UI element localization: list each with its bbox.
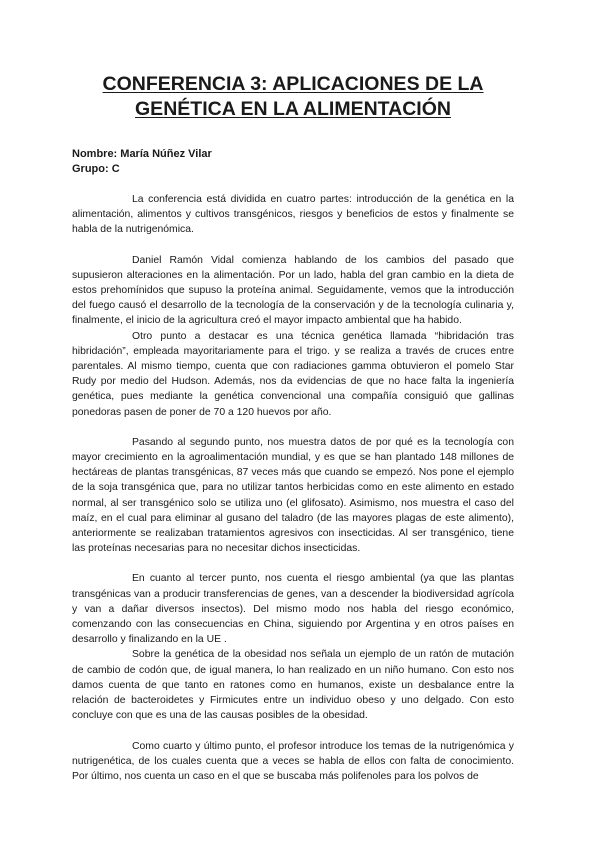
document-title xyxy=(72,72,514,122)
paragraph-history: Daniel Ramón Vidal comienza hablando de los cambios del pasado que supusieron alteraciones en la alimentación. Por un lado, habla del gran cambio en la dieta de estos prehomínidos que supuso la proteína animal. Seguidamente, vemos que la introducción del fuego causó el desarrollo de la tecnología de la conservación y de la tecnología culinaria y, finalmente, el inicio de la agricultura creó el mayor impacto ambiental que ha habido. xyxy=(72,254,514,327)
paragraph-transgenics: Pasando al segundo punto, nos muestra datos de por qué es la tecnología con mayor crecimiento en la agroalimentación mundial, y es que se han plantado 148 millones de hectáreas de plantas transgénicas, 87 veces más que cuando se empezó. Nos pone el ejemplo de la soja transgénica que, para no utilizar tantos herbicidas como en este alimento en estado normal, al ser transgénico solo se utiliza uno (el glifosato). Asimismo, nos muestra el caso del maíz, en el cual para eliminar al gusano del taladro (de las mayores plagas de este alimento), anteriormente se realizaban tratamientos agresivos con insecticidas. Al ser transgénico, tiene las proteínas necesarias para no necesitar dichos insecticidas. xyxy=(72,436,514,555)
paragraph-hybridization: Otro punto a destacar es una técnica genética llamada “hibridación tras hibridación”, empleada mayoritariamente para el trigo. y se realiza a través de cruces entre parentales. Al mismo tiempo, cuenta que con radiaciones gamma obtuvieron el pomelo Star Rudy por medio del Hudson. Además, nos da evidencias de que no hace falta la ingeniería genética, pues mediante la genética convencional una compañía consiguió que gallinas ponedoras pasen de poner de 70 a 120 huevos por año. xyxy=(72,330,514,418)
paragraph-nutrigenomics: Como cuarto y último punto, el profesor introduce los temas de la nutrigenómica y nutrigenética, de los cuales cuenta que a veces se habla de ellos con falta de conocimiento. Por último, nos cuenta un caso en el que se buscaba más polifenoles para los polvos de xyxy=(72,740,514,782)
paragraph-obesity: Sobre la genética de la obesidad nos señala un ejemplo de un ratón de mutación de cambio de codón que, de igual manera, lo han realizado en un niño humano. Con esto nos damos cuenta de que tanto en ratones como en humanos, existe un desbalance entre la relación de bacteroidetes y Firmicutes entre un individuo obeso y uno delgado. Con esto concluye con que es una de las causas posibles de la obesidad. xyxy=(72,649,514,722)
author-name: Nombre: María Núñez Vilar xyxy=(72,148,212,160)
author-block xyxy=(72,147,514,177)
paragraph-risks: En cuanto al tercer punto, nos cuenta el riesgo ambiental (ya que las plantas transgénicas van a producir transferencias de genes, van a descender la biodiversidad agrícola y van a dañar diversos insectos). Del mismo modo nos habla del riesgo económico, comenzando con las consecuencias en China, siguiendo por Argentina y en otros países en desarrollo y finalizando en la UE . xyxy=(72,573,514,646)
paragraph-intro: La conferencia está dividida en cuatro partes: introducción de la genética en la alimentación, alimentos y cultivos transgénicos, riesgos y beneficios de estos y finalmente se habla de la nutrigenómica. xyxy=(72,194,514,236)
title-line-2: GENÉTICA EN LA ALIMENTACIÓN xyxy=(135,98,451,120)
title-line-1: CONFERENCIA 3: APLICACIONES DE LA xyxy=(102,73,484,95)
group-label: Grupo: C xyxy=(72,163,120,175)
